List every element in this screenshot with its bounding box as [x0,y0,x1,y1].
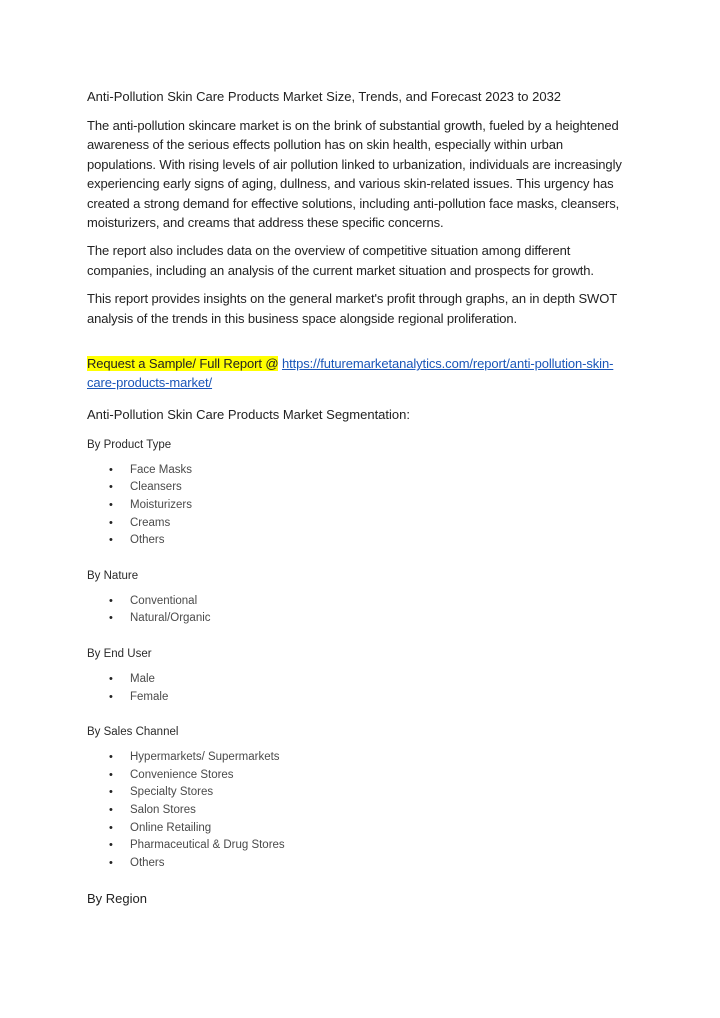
bullet-icon: • [109,612,113,625]
request-sample-line [87,354,632,393]
segment-group-title: By Product Type [87,438,172,451]
segment-item-label: Male [130,673,155,686]
segment-list-item [87,767,632,785]
segment-list-item [87,855,632,873]
segment-item-label: Specialty Stores [130,786,214,799]
segment-list-item [87,593,632,611]
segment-item-label: Pharmaceutical & Drug Stores [130,839,285,852]
segment-group-title: By Sales Channel [87,726,179,739]
segment-item-label: Face Masks [130,463,192,476]
segment-item-label: Salon Stores [130,804,196,816]
segment-list-item [87,671,632,689]
bullet-icon: • [109,481,113,494]
segment-list [87,593,632,628]
report-insights-paragraph: This report provides insights on the general market's profit through graphs, an in depth SWOT analysis of the trends in this business space alongside regional proliferation. [87,291,617,326]
segment-list-item [87,749,632,767]
bullet-icon: • [109,856,113,869]
segment-item-label: Cleansers [130,481,182,494]
report-link[interactable]: https://futuremarketanalytics.com/report/anti-pollution-skin-care-products-market/ [87,356,614,391]
segment-list-item [87,532,632,550]
segment-group-title: By End User [87,648,152,661]
segment-list-item [87,820,632,838]
segment-item-label: Female [130,690,169,703]
segment-list-item [87,610,632,628]
segment-item-label: Creams [130,516,171,529]
segment-list [87,462,632,550]
bullet-icon: • [109,821,113,834]
bullet-icon: • [109,463,113,476]
bullet-icon: • [109,499,113,512]
segment-item-label: Natural/Organic [130,612,211,625]
segment-list-item [87,462,632,480]
segment-list-item [87,479,632,497]
segment-list [87,671,632,706]
bullet-icon: • [109,534,113,547]
bullet-icon: • [109,594,113,607]
segment-item-label: Hypermarkets/ Supermarkets [130,751,280,764]
segment-list-item [87,837,632,855]
segment-item-label: Conventional [130,594,198,607]
bullet-icon: • [109,839,113,852]
bullet-icon: • [109,786,113,799]
intro-paragraph: The anti-pollution skincare market is on the brink of substantial growth, fueled by a heightened awareness of the serious effects pollution has on skin health, especially within urban populations. With rising levels of air pollution linked to urbanization, individuals are increasingly experiencing early signs of aging, dullness, and various skin-related issues. This urgency has created a strong demand for effective solutions, including anti-pollution face masks, cleansers, moisturizers, and creams that address these specific concerns. [87,118,622,231]
segment-list-item [87,515,632,533]
bullet-icon: • [109,516,113,529]
segment-list-item [87,497,632,515]
segment-item-label: Moisturizers [130,499,192,512]
bullet-icon: • [109,751,113,764]
segmentation-title: Anti-Pollution Skin Care Products Market Segmentation: [87,406,410,422]
region-heading: By Region [87,891,147,907]
segment-item-label: Others [130,534,165,547]
segmentation-groups [87,437,632,873]
segment-item-label: Online Retailing [130,821,212,834]
segment-list-item [87,802,632,820]
segment-group-title: By Nature [87,569,139,582]
segment-list [87,749,632,872]
segment-item-label: Others [130,856,165,869]
document-title: Anti-Pollution Skin Care Products Market Size, Trends, and Forecast 2023 to 2032 [87,89,562,104]
segment-list-item [87,784,632,802]
segment-item-label: Convenience Stores [130,768,234,781]
segment-list-item [87,689,632,707]
report-overview-paragraph: The report also includes data on the overview of competitive situation among different companies, including an analysis of the current market situation and prospects for growth. [87,243,594,278]
request-sample-label: Request a Sample/ Full Report @ [87,356,279,372]
bullet-icon: • [109,804,113,816]
bullet-icon: • [109,690,113,703]
bullet-icon: • [109,768,113,781]
document-page [87,88,632,908]
bullet-icon: • [109,673,113,686]
